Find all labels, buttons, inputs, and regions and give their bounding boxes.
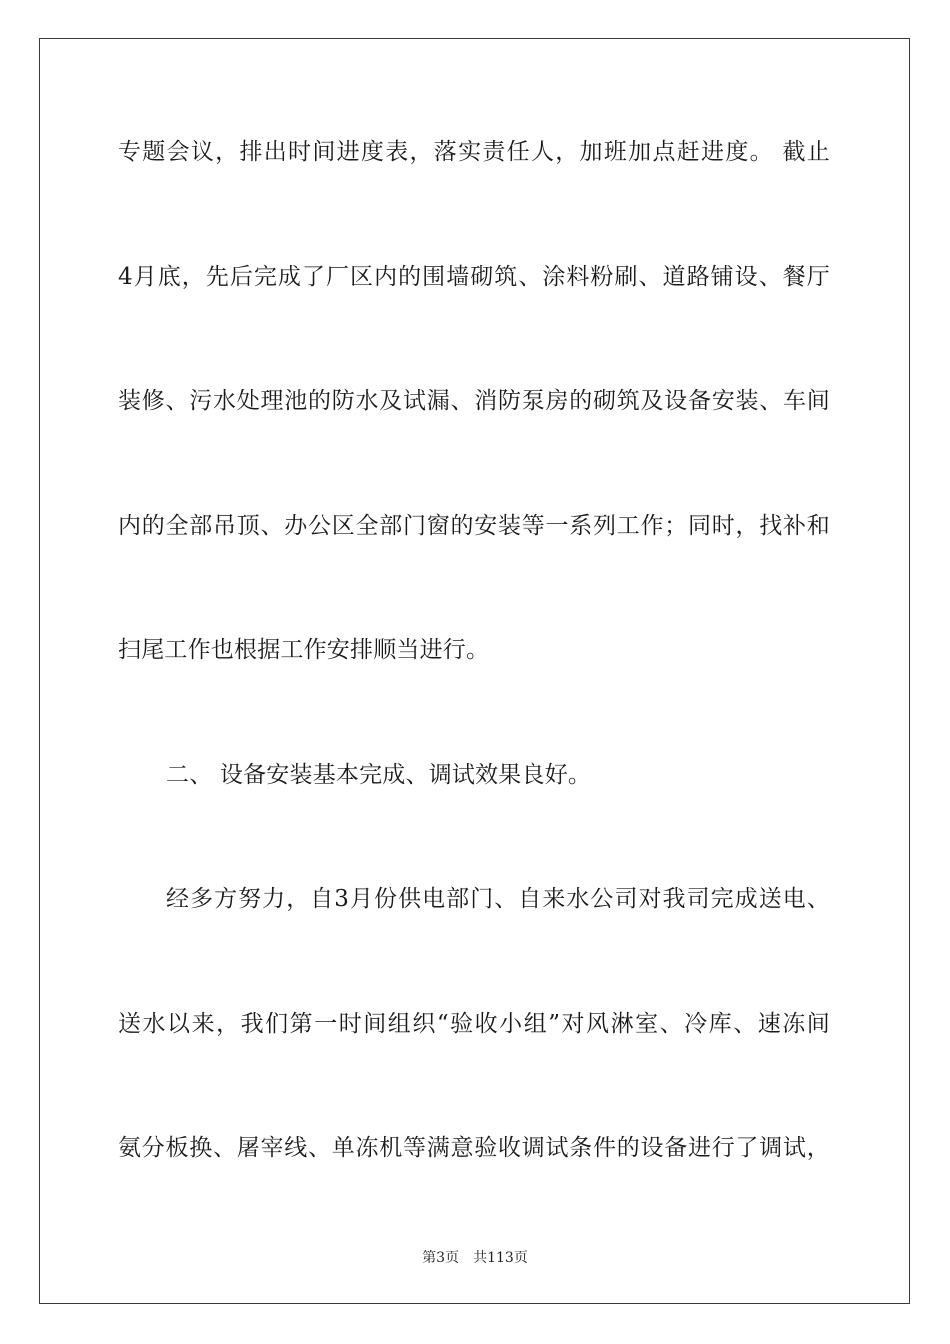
paragraph-line-3: 装修、污水处理池的防水及试漏、消防泵房的砌筑及设备安装、车间 <box>118 388 830 414</box>
paragraph-line-2: 4月底，先后完成了厂区内的围墙砌筑、涂料粉刷、道路铺设、餐厅 <box>118 264 830 290</box>
paragraph-line-1: 专题会议，排出时间进度表，落实责任人，加班加点赶进度。 截止 <box>118 139 830 165</box>
page-total: 共113页 <box>473 1250 528 1266</box>
page-number: 第3页 <box>422 1250 460 1266</box>
page-footer <box>0 1248 950 1268</box>
section-heading: 二、 设备安装基本完成、调试效果良好。 <box>166 762 592 788</box>
paragraph-line-4: 内的全部吊顶、办公区全部门窗的安装等一系列工作；同时，找补和 <box>118 513 830 539</box>
paragraph-line-6: 经多方努力，自3月份供电部门、自来水公司对我司完成送电、 <box>166 886 830 912</box>
paragraph-line-8: 氨分板换、屠宰线、单冻机等满意验收调试条件的设备进行了调试， <box>118 1135 830 1161</box>
page-border <box>39 38 910 1304</box>
paragraph-line-7: 送水以来，我们第一时间组织“验收小组”对风淋室、冷库、速冻间 <box>118 1011 830 1037</box>
paragraph-line-5: 扫尾工作也根据工作安排顺当进行。 <box>118 637 490 663</box>
